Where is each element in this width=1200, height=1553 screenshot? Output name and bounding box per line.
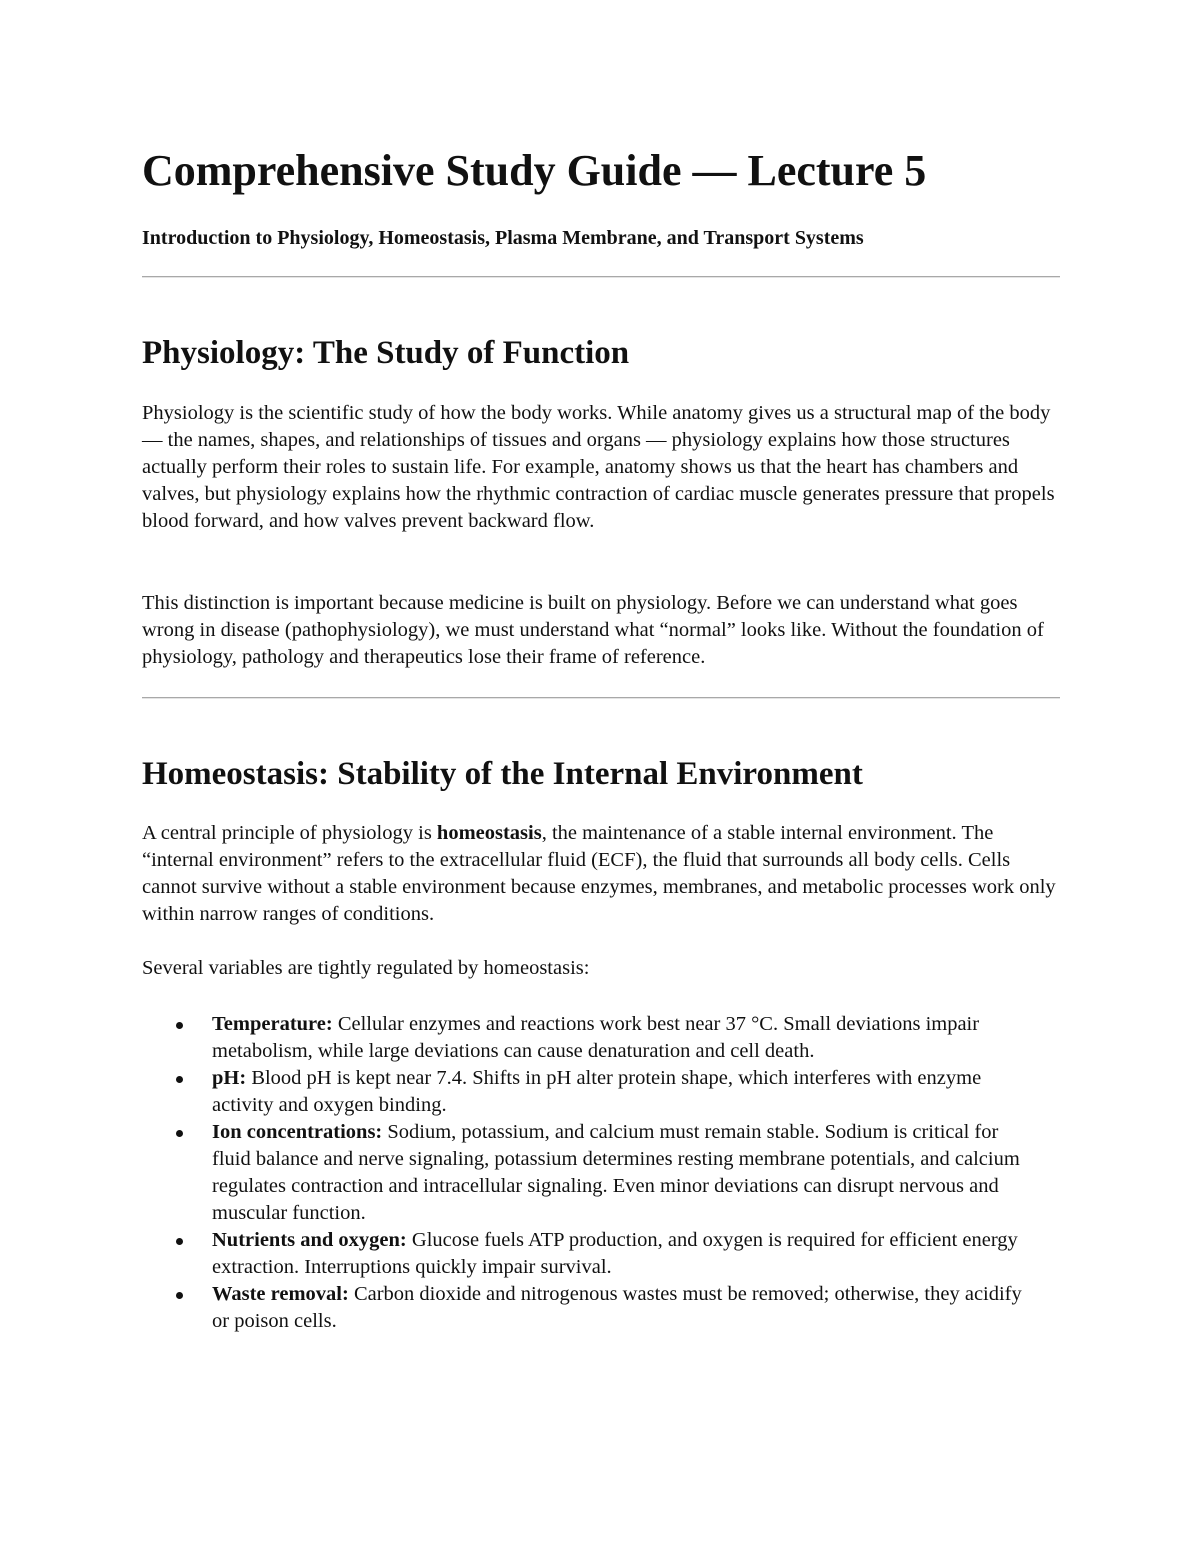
list-item-term: pH: xyxy=(212,1067,247,1089)
horizontal-divider xyxy=(142,697,1060,699)
physiology-paragraph-1: Physiology is the scientific study of how the body works. While anatomy gives us a structural map of the body — the names, shapes, and relationships of tissues and organs — physiology explains how those structures actually perform their roles to sustain life. For example, anatomy shows us that the heart has chambers and valves, but physiology explains how the rhythmic contraction of cardiac muscle generates pressure that propels blood forward, and how valves prevent backward flow. xyxy=(142,402,1055,532)
bullet-icon xyxy=(176,1292,183,1299)
bullet-icon xyxy=(176,1238,183,1245)
intro-bold-term: homeostasis xyxy=(436,822,542,844)
horizontal-divider xyxy=(142,276,1060,278)
list-item-text: Glucose fuels ATP production, and oxygen is required for efficient energy extraction. Interruptions quickly impair survival. xyxy=(212,1229,1018,1278)
intro-text-before: A central principle of physiology is xyxy=(142,822,437,844)
regulated-variables-list xyxy=(212,1011,1042,1335)
list-item-text: Sodium, potassium, and calcium must remain stable. Sodium is critical for fluid balance and nerve signaling, potassium determines resting membrane potentials, and calcium regulates contraction and intracellular signaling. Even minor deviations can disrupt nervous and muscular function. xyxy=(212,1121,1020,1224)
list-item-ph xyxy=(212,1065,1042,1119)
physiology-paragraph-2: This distinction is important because medicine is built on physiology. Before we can understand what goes wrong in disease (pathophysiology), we must understand what “normal” looks like. Without the foundation of physiology, pathology and therapeutics lose their frame of reference. xyxy=(142,592,1044,668)
list-item-ion-concentrations xyxy=(212,1119,1042,1227)
list-item-text: Cellular enzymes and reactions work best near 37 °C. Small deviations impair metabolism, while large deviations can cause denaturation and cell death. xyxy=(212,1013,980,1062)
list-intro-paragraph: Several variables are tightly regulated by homeostasis: xyxy=(142,957,590,979)
list-item-term: Temperature: xyxy=(212,1013,333,1035)
list-item-text: Carbon dioxide and nitrogenous wastes must be removed; otherwise, they acidify or poison cells. xyxy=(212,1283,1022,1332)
bullet-icon xyxy=(176,1022,183,1029)
list-item-term: Ion concentrations: xyxy=(212,1121,383,1143)
list-item-text: Blood pH is kept near 7.4. Shifts in pH alter protein shape, which interferes with enzyme activity and oxygen binding. xyxy=(212,1067,982,1116)
section-heading-homeostasis: Homeostasis: Stability of the Internal Environment xyxy=(142,756,863,792)
section-heading-physiology: Physiology: The Study of Function xyxy=(142,335,630,371)
list-item-term: Nutrients and oxygen: xyxy=(212,1229,407,1251)
list-item-temperature xyxy=(212,1011,1042,1065)
intro-text-after: , the maintenance of a stable internal environment. The “internal environment” refers to the extracellular fluid (ECF), the fluid that surrounds all body cells. Cells cannot survive without a stable environment because enzymes, membranes, and metabolic processes work only within narrow ranges of conditions. xyxy=(142,822,1056,925)
list-item-term: Waste removal: xyxy=(212,1283,349,1305)
list-item-waste-removal xyxy=(212,1281,1042,1335)
homeostasis-intro-paragraph xyxy=(142,820,1060,928)
list-item-nutrients-oxygen xyxy=(212,1227,1042,1281)
document-subtitle: Introduction to Physiology, Homeostasis, Plasma Membrane, and Transport Systems xyxy=(142,227,864,249)
bullet-icon xyxy=(176,1130,183,1137)
document-title: Comprehensive Study Guide — Lecture 5 xyxy=(142,146,927,195)
bullet-icon xyxy=(176,1076,183,1083)
